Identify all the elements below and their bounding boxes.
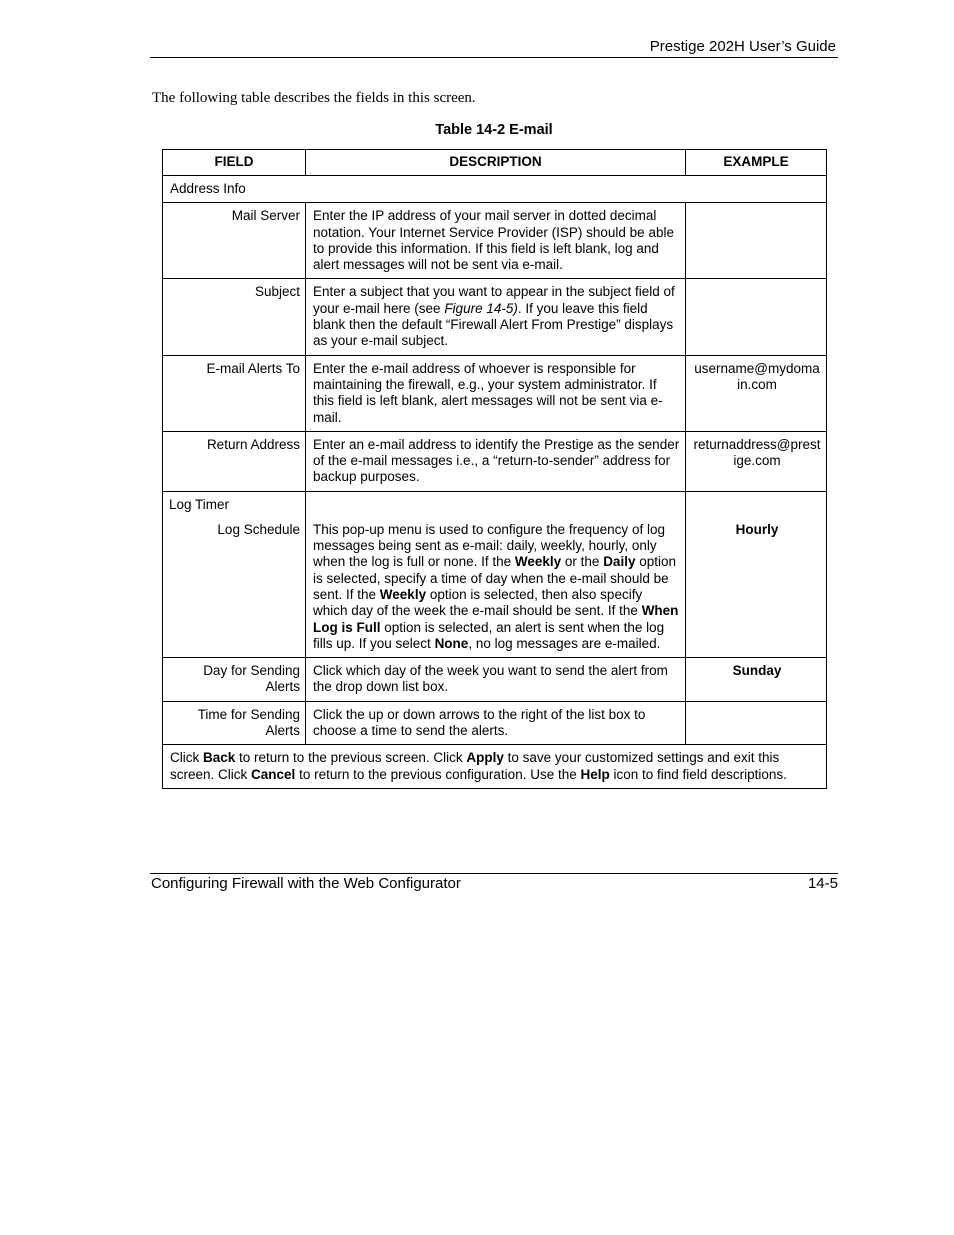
keyword-none: None [434, 635, 469, 651]
table-row [163, 491, 827, 657]
description-part: option is selected, an alert is sent when the log fills up. If you select [313, 619, 665, 651]
field-day-for-sending-alerts: Day for Sending Alerts [163, 658, 306, 702]
column-header-description: DESCRIPTION [306, 150, 686, 176]
note-part: to return to the previous configuration. Use the [295, 766, 581, 782]
example-time-for-sending-alerts [686, 701, 827, 745]
footer-rule [150, 873, 838, 874]
keyword-daily: Daily [603, 554, 636, 570]
header-rule [150, 57, 838, 58]
page-number: 14-5 [807, 875, 838, 892]
example-subject [686, 279, 827, 355]
field-return-address: Return Address [163, 431, 306, 491]
note-part: to return to the previous screen. Click [235, 750, 467, 766]
description-return-address: Enter an e-mail address to identify the Prestige as the sender of the e-mail messages i.e., a “return-to-sender” address for backup purposes. [306, 431, 686, 491]
description-part: , no log messages are e-mailed. [468, 635, 661, 651]
example-day-for-sending-alerts: Sunday [686, 658, 827, 702]
keyword-apply: Apply [466, 750, 504, 766]
email-fields-table [162, 149, 827, 789]
description-log-schedule [306, 491, 686, 657]
table-row [163, 701, 827, 745]
example-return-address: returnaddress@prestige.com [686, 431, 827, 491]
keyword-when-log-is-full: When Log is Full [313, 603, 679, 635]
description-subject-part: . If you leave this field blank then the default “Firewall Alert From Prestige” displays as your e-mail subject. [313, 300, 674, 349]
description-mail-server: Enter the IP address of your mail server in dotted decimal notation. Your Internet Service Provider (ISP) should be able to provide this information. If this field is left blank, log and alert messages will not be sent via e-mail. [306, 203, 686, 279]
example-log-schedule: Hourly [735, 521, 779, 537]
table-row [163, 203, 827, 279]
description-email-alerts-to: Enter the e-mail address of whoever is responsible for maintaining the firewall, e.g., your system administrator. If this field is left blank, alert messages will not be sent via e-mail. [306, 355, 686, 431]
keyword-back: Back [203, 750, 236, 766]
footer-chapter-title: Configuring Firewall with the Web Configurator [151, 875, 461, 892]
note-part: icon to find field descriptions. [609, 766, 787, 782]
table-row [163, 176, 827, 203]
field-mail-server: Mail Server [163, 203, 306, 279]
table-header-row [163, 150, 827, 176]
example-mail-server [686, 203, 827, 279]
example-email-alerts-to: username@mydomain.com [686, 355, 827, 431]
figure-reference: Figure 14-5) [444, 300, 518, 316]
keyword-weekly: Weekly [514, 554, 562, 570]
description-day-for-sending-alerts: Click which day of the week you want to send the alert from the drop down list box. [306, 658, 686, 702]
column-header-field: FIELD [163, 150, 306, 176]
table-row [163, 745, 827, 789]
table-footer-note [163, 745, 827, 789]
example-log-schedule-cell [686, 491, 827, 657]
description-part: option is selected, then also specify which day of the week the e-mail should be sent. If the [313, 586, 643, 619]
description-part: or the [561, 554, 604, 570]
field-email-alerts-to: E-mail Alerts To [163, 355, 306, 431]
field-log-schedule: Log Schedule [217, 522, 300, 538]
keyword-cancel: Cancel [251, 766, 296, 782]
note-part: to save your customized settings and exit this screen. Click [170, 750, 780, 782]
description-part: This pop-up menu is used to configure the frequency of log messages being sent as e-mail: daily, weekly, hourly, only when the log is full or none. If the [313, 521, 665, 570]
field-time-for-sending-alerts: Time for Sending Alerts [163, 701, 306, 745]
column-header-example: EXAMPLE [686, 150, 827, 176]
field-subject: Subject [163, 279, 306, 355]
table-caption: Table 14-2 E-mail [435, 122, 553, 138]
note-part: Click [170, 750, 203, 766]
table-row [163, 279, 827, 355]
table-row [163, 355, 827, 431]
description-subject-part: Enter a subject that you want to appear in the subject field of your e-mail here (see [313, 284, 675, 316]
description-part: option is selected, specify a time of day when the e-mail should be sent. If the [313, 554, 677, 602]
intro-text: The following table describes the fields in this screen. [152, 90, 476, 106]
section-label-log-timer: Log Timer [169, 496, 230, 512]
keyword-help: Help [580, 766, 610, 782]
table-row [163, 658, 827, 702]
keyword-weekly: Weekly [379, 586, 427, 602]
section-label-address-info: Address Info [163, 176, 827, 203]
description-subject [306, 279, 686, 355]
description-time-for-sending-alerts: Click the up or down arrows to the right of the list box to choose a time to send the alerts. [306, 701, 686, 745]
header-title: Prestige 202H User’s Guide [649, 38, 836, 55]
field-log-schedule-cell [163, 491, 306, 657]
table-row [163, 431, 827, 491]
